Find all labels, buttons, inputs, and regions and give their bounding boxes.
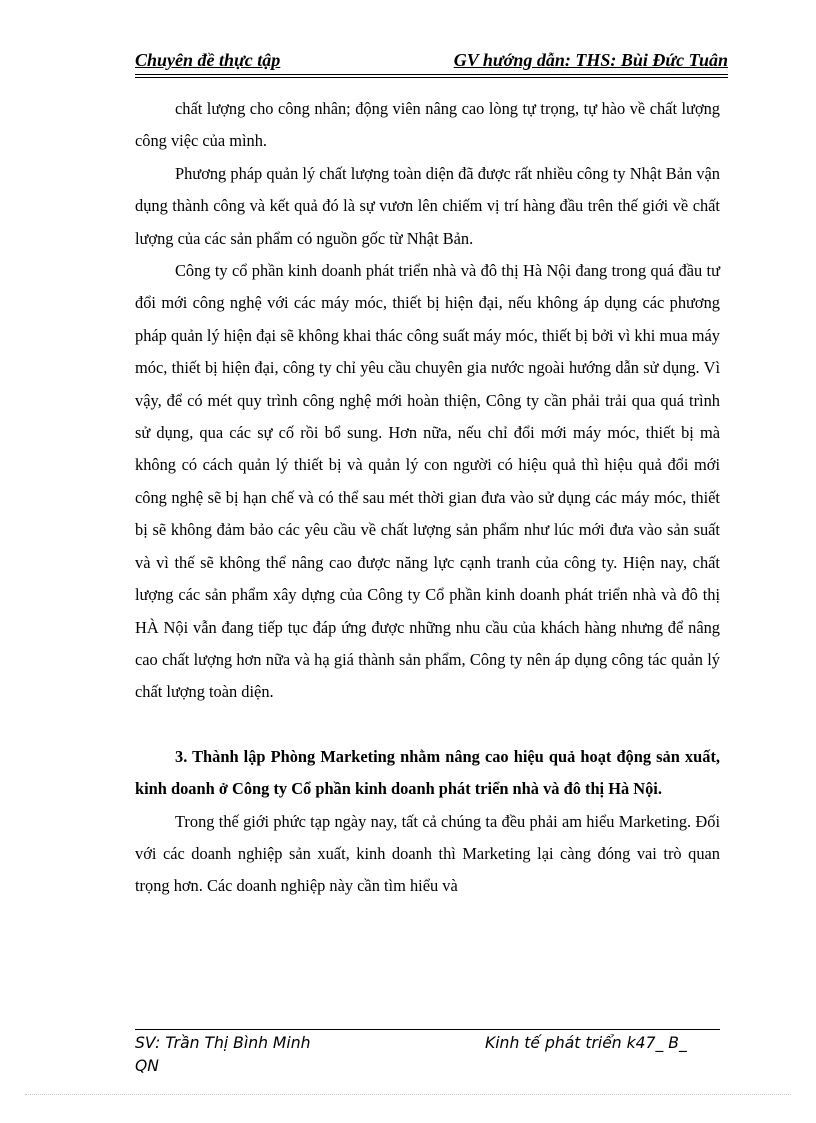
header-advisor: GV hướng dẫn: THS: Bùi Đức Tuân xyxy=(453,50,728,70)
page-break-line xyxy=(25,1094,791,1095)
footer-divider xyxy=(135,1029,720,1030)
footer-class: Kinh tế phát triển k47_ B_ xyxy=(485,1034,687,1052)
page-header xyxy=(135,46,728,78)
page-body xyxy=(135,93,720,903)
paragraph-tqm-japan: Phương pháp quản lý chất lượng toàn diện đã được rất nhiều công ty Nhật Bản vận dụng thành công và kết quả đó là sự vươn lên chiếm vị trí hàng đầu trên thế giới về chất lượng của các sản phẩm có nguồn gốc từ Nhật Bản. xyxy=(135,163,720,248)
paragraph-continued: chất lượng cho công nhân; động viên nâng cao lòng tự trọng, tự hào về chất lượng công việc của mình. xyxy=(135,99,720,151)
header-title: Chuyên đề thực tập xyxy=(135,50,281,70)
paragraph-company-technology: Công ty cổ phần kinh doanh phát triển nhà và đô thị Hà Nội đang trong quá đầu tư đổi mới công nghệ với các máy móc, thiết bị hiện đại, nếu không áp dụng các phương pháp quản lý hiện đại sẽ không khai thác công suất máy móc, thiết bị bởi vì khi mua máy móc, thiết bị hiện đại, công ty chỉ yêu cầu chuyên gia nước ngoài hướng dẫn sử dụng. Vì vậy, để có mét quy trình công nghệ mới hoàn thiện, Công ty cần phải trải qua quá trình sử dụng, qua các sự cố rồi bổ sung. Hơn nữa, nếu chỉ đổi mới máy móc, thiết bị mà không có cách quản lý thiết bị và quản lý con người có hiệu quả thì hiệu quả đổi mới công nghệ sẽ bị hạn chế và có thể sau mét thời gian đưa vào sử dụng các máy móc, thiết bị sẽ không đảm bảo các yêu cầu về chất lượng sản phẩm như lúc mới đưa vào sản suất và vì thế sẽ không thể nâng cao được năng lực cạnh tranh của công ty. Hiện nay, chất lượng các sản phẩm xây dựng của Công ty Cổ phần kinh doanh phát triển nhà và đô thị HÀ Nội vẫn đang tiếp tục đáp ứng được những nhu cầu của khách hàng nhưng để nâng cao chất lượng hơn nữa và hạ giá thành sản phẩm, Công ty nên áp dụng công tác quản lý chất lượng toàn diện. xyxy=(135,261,720,702)
section-heading-marketing: 3. Thành lập Phòng Marketing nhằm nâng cao hiệu quả hoạt động sản xuất, kinh doanh ở Công ty Cổ phần kinh doanh phát triển nhà và đô thị Hà Nội. xyxy=(135,746,720,799)
paragraph-marketing: Trong thế giới phức tạp ngày nay, tất cả chúng ta đều phải am hiểu Marketing. Đối với các doanh nghiệp sản xuất, kinh doanh thì Marketing lại càng đóng vai trò quan trọng hơn. Các doanh nghiệp này cần tìm hiểu và xyxy=(135,811,720,896)
footer-student: SV: Trần Thị Bình Minh xyxy=(135,1034,311,1052)
footer-class-continued: QN xyxy=(135,1057,159,1075)
